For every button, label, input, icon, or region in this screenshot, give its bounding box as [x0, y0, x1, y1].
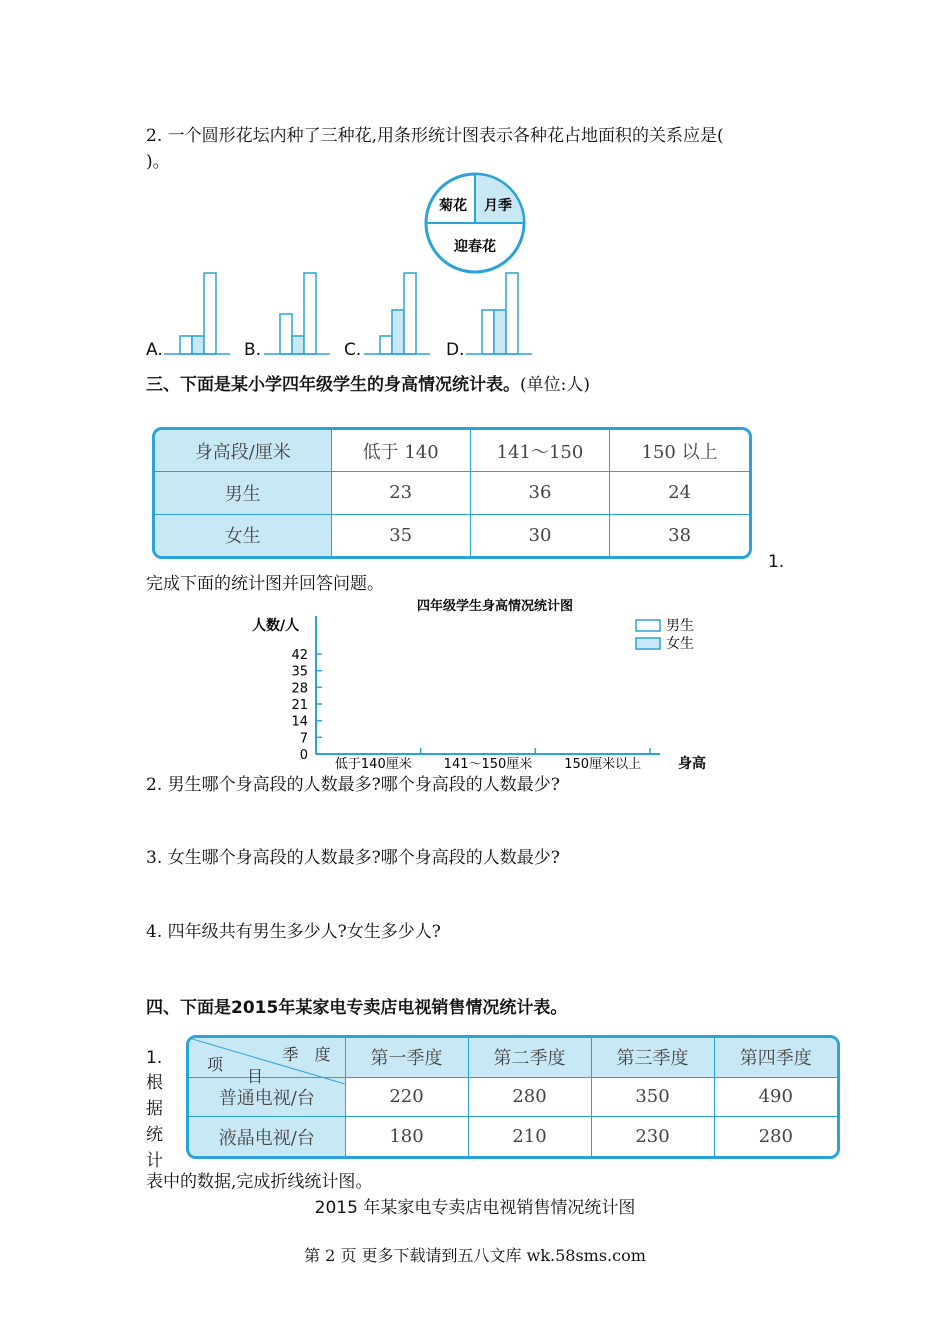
tv-table-cell: 普通电视/台: [189, 1077, 345, 1117]
corner-top-label: 季 度: [282, 1045, 331, 1064]
tv-table-cell: 490: [714, 1077, 837, 1117]
tv-table-corner: [189, 1038, 345, 1086]
chart-title: 四年级学生身高情况统计图: [416, 599, 574, 614]
table-row: [155, 472, 749, 514]
y-tick-label: 28: [291, 681, 308, 697]
section3-q2: 2. 男生哪个身高段的人数最多?哪个身高段的人数最少?: [146, 775, 560, 795]
tv-table-cell: 210: [468, 1117, 591, 1156]
x-tick-label: 141～150厘米: [443, 757, 533, 772]
height-table-header-3: 150 以上: [610, 430, 749, 472]
height-table-cell: 30: [470, 514, 609, 556]
pie-label-yingchunhua: 迎春花: [454, 239, 496, 255]
legend-female-label: 女生: [666, 636, 694, 652]
legend-male-label: 男生: [666, 618, 694, 634]
height-table-cell: 女生: [155, 514, 331, 556]
tv-table-cell: 液晶电视/台: [189, 1117, 345, 1156]
chart-ylabel: 人数/人: [252, 618, 300, 634]
tv-table-cell: 350: [591, 1077, 714, 1117]
section3-q4: 4. 四年级共有男生多少人?女生多少人?: [146, 922, 441, 942]
option-a-label: A.: [146, 340, 163, 360]
section4-heading: 四、下面是2015年某家电专卖店电视销售情况统计表。: [146, 998, 568, 1018]
x-tick-label: 低于140厘米: [334, 757, 412, 772]
section3-q1-number: 1.: [768, 552, 785, 572]
tv-table-cell: 220: [345, 1077, 468, 1117]
tv-table-header-4: 第四季度: [714, 1038, 837, 1077]
legend-female-swatch: [636, 638, 660, 649]
section3-heading: 三、下面是某小学四年级学生的身高情况统计表。: [146, 375, 520, 395]
option-d-label: D.: [446, 340, 465, 360]
section4-q1-number: 1.: [146, 1048, 163, 1068]
q2-line1: 2. 一个圆形花坛内种了三种花,用条形统计图表示各种花占地面积的关系应是(: [146, 126, 724, 146]
option-d-chart: [466, 270, 532, 356]
height-bar-chart: [240, 594, 710, 774]
height-table-cell: 男生: [155, 472, 331, 514]
height-table-header-2: 141～150: [470, 430, 609, 472]
x-tick-label: 150厘米以上: [564, 757, 642, 772]
height-table-header-0: 身高段/厘米: [155, 430, 331, 472]
section4-chart-title: 2015 年某家电专卖店电视销售情况统计图: [314, 1198, 636, 1218]
section3-q3: 3. 女生哪个身高段的人数最多?哪个身高段的人数最少?: [146, 848, 560, 868]
height-table: [152, 427, 752, 559]
vertical-char: 计: [146, 1151, 163, 1171]
section3-unit: (单位:人): [520, 375, 590, 395]
vertical-char: 根: [146, 1073, 163, 1093]
vertical-char: 据: [146, 1099, 163, 1119]
y-tick-label: 35: [291, 664, 308, 680]
y-tick-label: 14: [291, 714, 308, 730]
tv-table-header-2: 第二季度: [468, 1038, 591, 1077]
option-b-chart: [264, 270, 330, 356]
section4-q1-rest: 表中的数据,完成折线统计图。: [146, 1172, 373, 1192]
page-footer: 第 2 页 更多下载请到五八文库 wk.58sms.com: [304, 1246, 646, 1265]
height-table-cell: 38: [610, 514, 749, 556]
option-c-label: C.: [344, 340, 362, 360]
tv-table-cell: 180: [345, 1117, 468, 1156]
corner-left-label: 项: [207, 1055, 224, 1074]
tv-table-cell: 230: [591, 1117, 714, 1156]
y-tick-label: 7: [299, 731, 308, 747]
vertical-char: 统: [146, 1125, 163, 1145]
legend-male-swatch: [636, 620, 660, 631]
chart-xlabel: 身高: [678, 756, 706, 772]
y-tick-label: 21: [291, 698, 308, 713]
pie-figure: [420, 168, 530, 278]
pie-label-juhua: 菊花: [439, 198, 467, 214]
height-table-cell: 24: [610, 472, 749, 514]
q2-line2: )。: [146, 152, 170, 172]
tv-sales-table: [186, 1035, 840, 1159]
tv-table-cell: 280: [714, 1117, 837, 1156]
tv-table-cell: 280: [468, 1077, 591, 1117]
table-row: [155, 514, 749, 556]
height-table-cell: 36: [470, 472, 609, 514]
corner-bottom-label: 目: [247, 1067, 264, 1086]
option-a-chart: [164, 270, 230, 356]
option-c-chart: [364, 270, 430, 356]
tv-table-header-3: 第三季度: [591, 1038, 714, 1077]
height-table-header-1: 低于 140: [331, 430, 470, 472]
section3-q1-text: 完成下面的统计图并回答问题。: [146, 574, 384, 594]
tv-table-header-1: 第一季度: [345, 1038, 468, 1077]
height-table-cell: 23: [331, 472, 470, 514]
table-row: [189, 1117, 837, 1156]
y-tick-label: 0: [299, 748, 308, 763]
height-table-cell: 35: [331, 514, 470, 556]
pie-label-yueji: 月季: [484, 198, 512, 214]
section4-q1-vertical: [146, 1070, 166, 1174]
y-tick-label: 42: [291, 648, 308, 663]
option-b-label: B.: [244, 340, 262, 360]
